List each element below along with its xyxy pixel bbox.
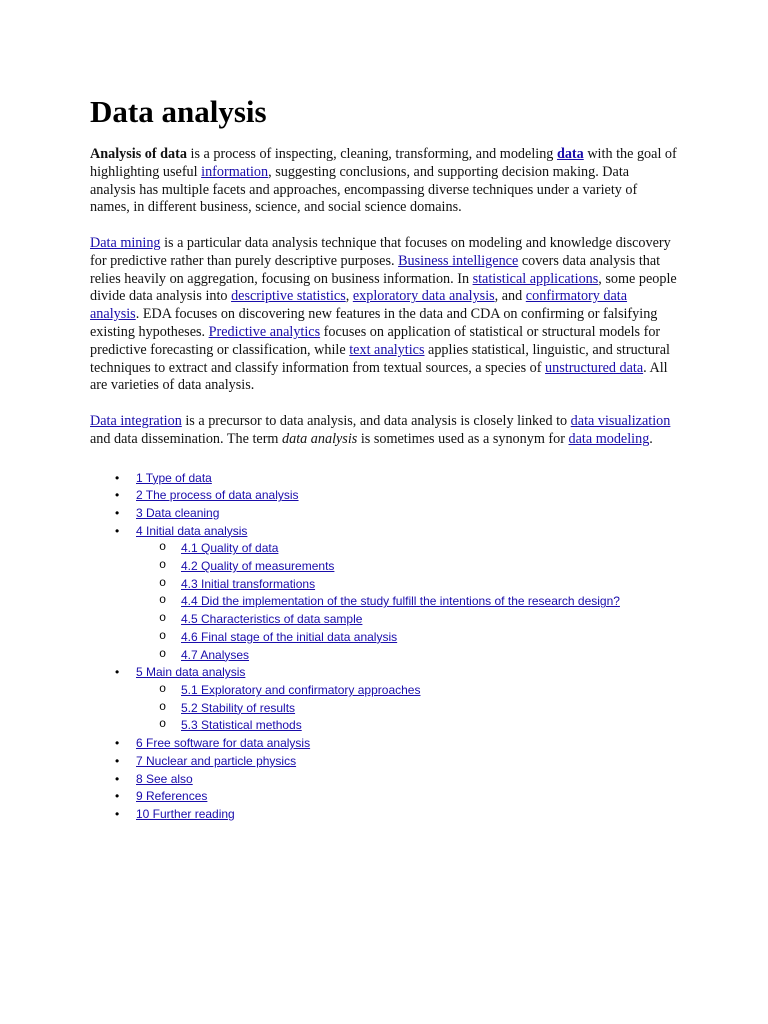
toc-link-4-4[interactable]: 4.4 Did the implementation of the study fulfill the intentions of the research design? (181, 594, 620, 609)
toc-link-4-3[interactable]: 4.3 Initial transformations (181, 576, 316, 591)
toc-item (90, 753, 678, 771)
toc-item (90, 771, 678, 789)
term-italic: data analysis (282, 430, 358, 447)
toc-subitem (136, 682, 678, 700)
link-predictive-analytics[interactable]: Predictive analytics (208, 323, 321, 340)
link-data[interactable]: data (556, 146, 584, 162)
toc-subitem (136, 647, 678, 665)
toc-link-5[interactable]: 5 Main data analysis (136, 665, 246, 680)
toc-link-4-7[interactable]: 4.7 Analyses (181, 647, 250, 662)
toc-link-9[interactable]: 9 References (136, 789, 208, 804)
link-data-integration[interactable]: Data integration (90, 412, 182, 429)
toc-link-2[interactable]: 2 The process of data analysis (136, 488, 299, 503)
toc-link-4-5[interactable]: 4.5 Characteristics of data sample (181, 612, 363, 627)
data-mining-paragraph (90, 235, 678, 395)
toc-item (90, 487, 678, 505)
toc-link-6[interactable]: 6 Free software for data analysis (136, 736, 311, 751)
link-text-analytics[interactable]: text analytics (349, 341, 425, 358)
toc-link-5-1[interactable]: 5.1 Exploratory and confirmatory approaches (181, 682, 421, 697)
table-of-contents (90, 470, 678, 824)
toc-link-5-3[interactable]: 5.3 Statistical methods (181, 718, 302, 733)
toc-item (90, 806, 678, 824)
link-statistical-applications[interactable]: statistical applications (472, 270, 599, 287)
text-span: , and (494, 288, 526, 305)
text-span: is a precursor to data analysis, and data analysis is closely linked to (181, 412, 571, 429)
toc-item (90, 664, 678, 735)
term-bold: Analysis of data (90, 146, 187, 162)
text-span: covers data analysis that relies heavily on aggregation, focusing on business information. In (90, 252, 661, 287)
link-data-mining[interactable]: Data mining (90, 234, 161, 251)
text-span: . All are varieties of data analysis. (90, 359, 668, 394)
text-span: is a process of inspecting, cleaning, transforming, and modeling (186, 146, 557, 162)
toc-subitem (136, 576, 678, 594)
text-span: focuses on application of statistical or structural models for predictive forecasting or classification, while (90, 323, 661, 358)
toc-item (90, 735, 678, 753)
text-span: and data dissemination. The term (90, 430, 283, 447)
text-span: applies statistical, linguistic, and structural techniques to extract and classify information from textual sources, a species of (90, 341, 670, 376)
toc-item (90, 788, 678, 806)
text-span: with the goal of highlighting useful (90, 146, 677, 180)
toc-subitem (136, 700, 678, 718)
toc-sublist-5 (136, 682, 678, 735)
toc-link-4[interactable]: 4 Initial data analysis (136, 523, 248, 538)
link-exploratory-data-analysis[interactable]: exploratory data analysis (352, 288, 495, 305)
text-span: is sometimes used as a synonym for (357, 430, 569, 447)
link-information[interactable]: information (201, 163, 269, 180)
toc-subitem (136, 717, 678, 735)
link-confirmatory-data-analysis[interactable]: confirmatory data analysis (90, 288, 628, 323)
toc-link-7[interactable]: 7 Nuclear and particle physics (136, 753, 297, 768)
toc-item (90, 523, 678, 665)
toc-link-4-6[interactable]: 4.6 Final stage of the initial data analysis (181, 629, 398, 644)
text-span: , some people divide data analysis into (90, 270, 677, 305)
text-span: , suggesting conclusions, and supporting decision making. Data analysis has multiple facets and approaches, encompassing diverse techniques under a variety of names, in different business, science, and social science domains. (90, 163, 638, 216)
toc-item (90, 505, 678, 523)
toc-link-4-1[interactable]: 4.1 Quality of data (181, 541, 279, 556)
text-span: . (649, 430, 653, 447)
toc-subitem (136, 540, 678, 558)
toc-sublist-4 (136, 540, 678, 664)
toc-link-5-2[interactable]: 5.2 Stability of results (181, 700, 296, 715)
link-business-intelligence[interactable]: Business intelligence (398, 252, 519, 269)
page-title: Data analysis (90, 94, 267, 129)
intro-paragraph (90, 146, 678, 217)
text-span: is a particular data analysis technique that focuses on modeling and knowledge discovery for predictive rather than purely descriptive purposes. (90, 234, 671, 269)
link-descriptive-statistics[interactable]: descriptive statistics (231, 288, 346, 305)
toc-subitem (136, 593, 678, 611)
toc-item (90, 470, 678, 488)
toc-link-3[interactable]: 3 Data cleaning (136, 505, 220, 520)
link-data-visualization[interactable]: data visualization (570, 412, 671, 429)
link-unstructured-data[interactable]: unstructured data (545, 359, 644, 376)
toc-subitem (136, 558, 678, 576)
toc-link-10[interactable]: 10 Further reading (136, 806, 235, 821)
toc-link-4-2[interactable]: 4.2 Quality of measurements (181, 559, 335, 574)
text-span: . EDA focuses on discovering new features in the data and CDA on confirming or falsifying existing hypotheses. (90, 306, 658, 340)
data-integration-paragraph (90, 413, 678, 449)
text-span: , (345, 288, 353, 305)
toc-link-8[interactable]: 8 See also (136, 771, 193, 786)
toc-subitem (136, 629, 678, 647)
toc-link-1[interactable]: 1 Type of data (136, 470, 212, 485)
link-data-modeling[interactable]: data modeling (568, 430, 650, 447)
toc-subitem (136, 611, 678, 629)
